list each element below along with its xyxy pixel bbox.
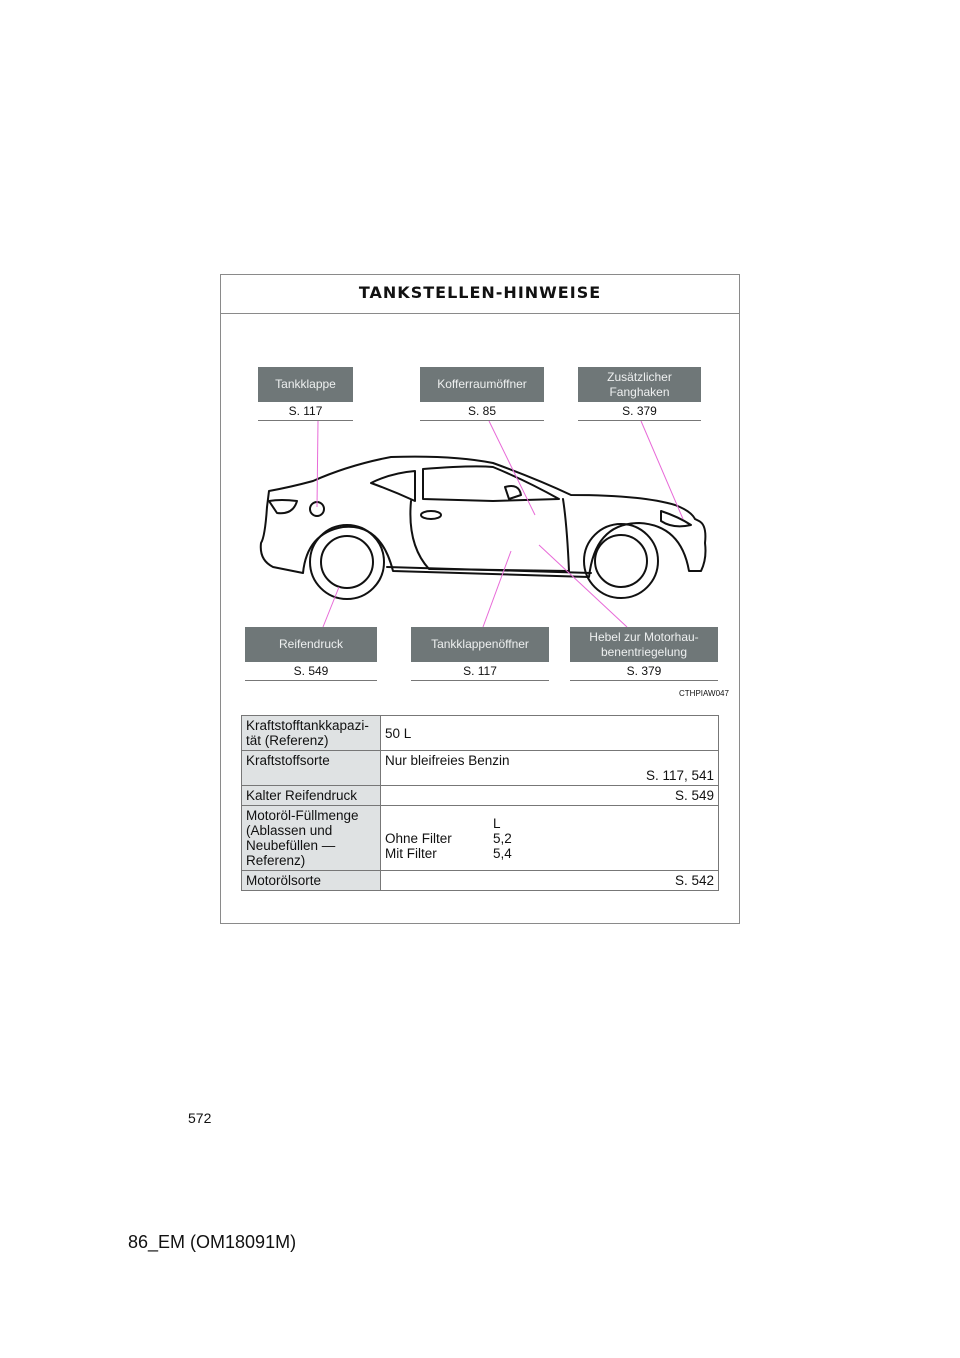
page-number: 572: [188, 1110, 212, 1126]
spec-table: [241, 715, 719, 891]
callout-fanghaken: Zusätzlicher Fanghaken: [578, 367, 701, 402]
row-key: Motorölsorte: [242, 871, 381, 891]
oil-value: 5,2: [493, 830, 512, 846]
row-value: Nur bleifreies Benzin: [385, 753, 510, 768]
oil-label: Ohne Filter: [385, 830, 452, 846]
row-ref: S. 549: [381, 786, 719, 806]
ref-reifendruck: S. 549: [245, 663, 377, 681]
callout-reifendruck: Reifendruck: [245, 627, 377, 662]
box-title: TANKSTELLEN-HINWEISE: [221, 275, 739, 314]
oil-capacity-grid: [385, 816, 714, 861]
callout-motorhaube: Hebel zur Motorhau- benentriegelung: [570, 627, 718, 662]
ref-tankklappe: S. 117: [258, 403, 353, 421]
ref-kofferraumoeffner: S. 85: [420, 403, 544, 421]
oil-value: 5,4: [493, 845, 512, 861]
table-row: [242, 786, 719, 806]
oil-label: Mit Filter: [385, 845, 437, 861]
footer-code: 86_EM (OM18091M): [128, 1232, 297, 1252]
callout-tankklappenoeffner: Tankklappenöffner: [411, 627, 549, 662]
image-code: CTHPIAW047: [679, 689, 729, 698]
ref-fanghaken: S. 379: [578, 403, 701, 421]
table-row: [242, 871, 719, 891]
fuel-info-box: [220, 274, 740, 924]
row-key: Kraftstoffsorte: [242, 751, 381, 786]
ref-motorhaube: S. 379: [570, 663, 718, 681]
oil-unit: L: [493, 815, 501, 831]
row-ref: S. 117, 541: [645, 768, 714, 783]
callout-kofferraumoeffner: Kofferraumöffner: [420, 367, 544, 402]
table-row: [242, 806, 719, 871]
row-key: Motoröl-Füllmenge (Ablassen und Neubefüllen — Referenz): [242, 806, 381, 871]
row-key: Kalter Reifendruck: [242, 786, 381, 806]
row-key: Kraftstofftankkapazi- tät (Referenz): [242, 716, 381, 751]
table-row: [242, 716, 719, 751]
row-ref: S. 542: [381, 871, 719, 891]
callout-tankklappe: Tankklappe: [258, 367, 353, 402]
table-row: [242, 751, 719, 786]
row-value: 50 L: [385, 725, 412, 741]
ref-tankklappenoeffner: S. 117: [411, 663, 549, 681]
